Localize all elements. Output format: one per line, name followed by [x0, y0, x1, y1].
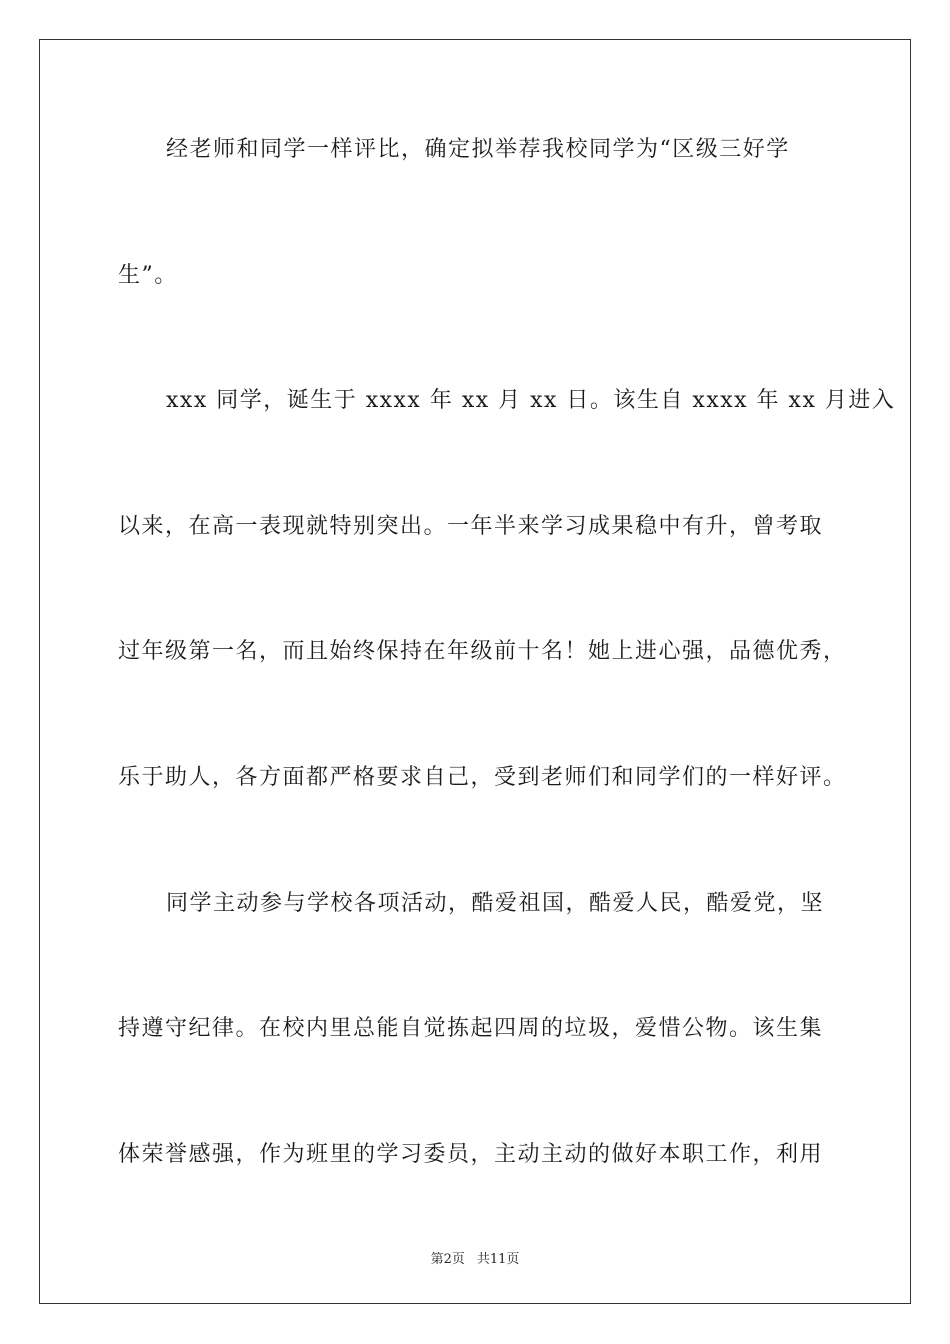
text-line-1: 经老师和同学一样评比，确定拟举荐我校同学为“区级三好学: [166, 137, 790, 162]
text-line-8: 持遵守纪律。在校内里总能自觉拣起四周的垃圾，爱惜公物。该生集: [118, 1016, 824, 1042]
text-line-9: 体荣誉感强，作为班里的学习委员，主动主动的做好本职工作，利用: [118, 1141, 824, 1167]
page-total: 共11页: [476, 1252, 520, 1267]
text-line-6: 乐于助人，各方面都严格要求自己，受到老师们和同学们的一样好评。: [118, 764, 847, 790]
page-number: 第2页: [430, 1252, 465, 1267]
document-body: [118, 128, 896, 1258]
page-footer: [0, 1248, 950, 1267]
text-line-4: 以来，在高一表现就特别突出。一年半来学习成果稳中有升，曾考取: [118, 513, 824, 539]
text-line-5: 过年级第一名，而且始终保持在年级前十名！她上进心强，品德优秀，: [118, 639, 847, 665]
text-line-3: xxx 同学，诞生于 xxxx 年 xx 月 xx 日。该生自 xxxx 年 xx 月进入: [166, 388, 896, 414]
text-line-2: 生”。: [118, 262, 178, 288]
text-line-7: 同学主动参与学校各项活动，酷爱祖国，酷爱人民，酷爱党，坚: [166, 890, 825, 916]
